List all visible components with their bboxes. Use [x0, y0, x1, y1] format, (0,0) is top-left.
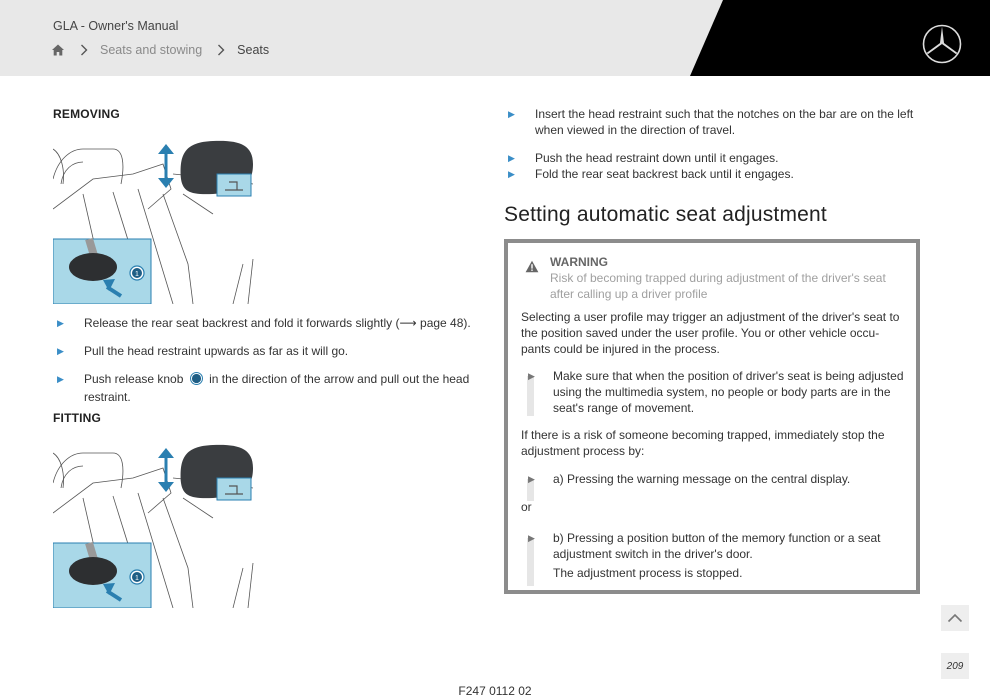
mercedes-star-logo: [921, 23, 963, 65]
arrow-bullet-icon: ▶: [57, 318, 64, 328]
list-item: ▶ Push the head restraint down until it engages.: [508, 151, 779, 165]
chevron-right-icon: [79, 44, 89, 56]
release-knob-callout-icon: [190, 372, 203, 389]
page-number: 209: [941, 653, 969, 679]
arrow-bullet-icon: ▶: [508, 169, 515, 179]
list-item: ▶ Pull the head restraint upwards as far as it will go.: [57, 344, 349, 358]
home-icon[interactable]: [51, 43, 65, 57]
fitting-steps: [504, 106, 924, 182]
section-heading: Setting automatic seat adjustment: [504, 203, 827, 226]
warning-option-a: ▶ a) Pressing the warning message on the central display.: [523, 471, 908, 487]
warning-option-b: ▶ b) Pressing a position button of the memory function or a seat adjustment switch in the driver's door. The adjustment process is stopped.: [523, 530, 908, 581]
arrow-bullet-icon: ▶: [57, 346, 64, 356]
warning-bullet: ▶ Make sure that when the position of driver's seat is being adjusted using the multimedia system, no people or body parts are in the seat's range of movement.: [528, 369, 904, 415]
warning-paragraph: If there is a risk of someone becoming trapped, immediately stop the adjustment process by:: [521, 428, 885, 458]
arrow-bullet-icon: ▶: [528, 533, 535, 543]
removing-title: REMOVING: [53, 107, 120, 121]
warning-box: [504, 239, 920, 594]
warning-subtitle: Risk of becoming trapped during adjustment of the driver's seat after calling up a driver profile: [550, 271, 886, 301]
list-item: ▶ Fold the rear seat backrest back until it engages.: [508, 167, 794, 181]
svg-text:1: 1: [135, 575, 139, 582]
head-restraint-removal-illustration: [53, 134, 260, 304]
removing-steps: [53, 315, 473, 405]
list-item: ▶ Release the rear seat backrest and fold it forwards slightly (⟶ page 48).: [57, 316, 471, 330]
app-title: GLA - Owner's Manual: [53, 19, 179, 33]
scroll-to-top-button[interactable]: [941, 605, 969, 631]
breadcrumb-item-seats: Seats: [237, 43, 270, 57]
chevron-up-icon: [947, 613, 963, 623]
breadcrumb-item-seats-and-stowing[interactable]: Seats and stowing: [100, 43, 203, 57]
list-item: ▶ Insert the head restraint such that the notches on the bar are on the left when viewed in the direction of travel.: [508, 107, 914, 137]
svg-text:1: 1: [135, 271, 139, 278]
arrow-bullet-icon: ▶: [528, 371, 535, 381]
warning-title: WARNING: [550, 255, 608, 269]
chevron-right-icon: [216, 44, 226, 56]
breadcrumb: [51, 41, 269, 59]
list-item: ▶ Push release knob in the direction of the arrow and pull out the head restraint.: [57, 372, 470, 404]
head-restraint-fitting-illustration: [53, 438, 260, 608]
arrow-bullet-icon: ▶: [508, 109, 515, 119]
warning-paragraph: Selecting a user profile may trigger an adjustment of the driver's seat to the position saved under the user profile. You or other vehicle occu-pants could be injured in the process.: [521, 310, 900, 356]
arrow-bullet-icon: ▶: [528, 474, 535, 484]
arrow-bullet-icon: ▶: [57, 374, 64, 384]
fitting-title: FITTING: [53, 411, 102, 425]
result-text: The adjustment process is stopped.: [553, 566, 743, 580]
figure-code: F247 0112 02: [458, 684, 532, 698]
warning-triangle-icon: [525, 260, 539, 273]
arrow-bullet-icon: ▶: [508, 153, 515, 163]
or-label: or: [521, 500, 532, 514]
